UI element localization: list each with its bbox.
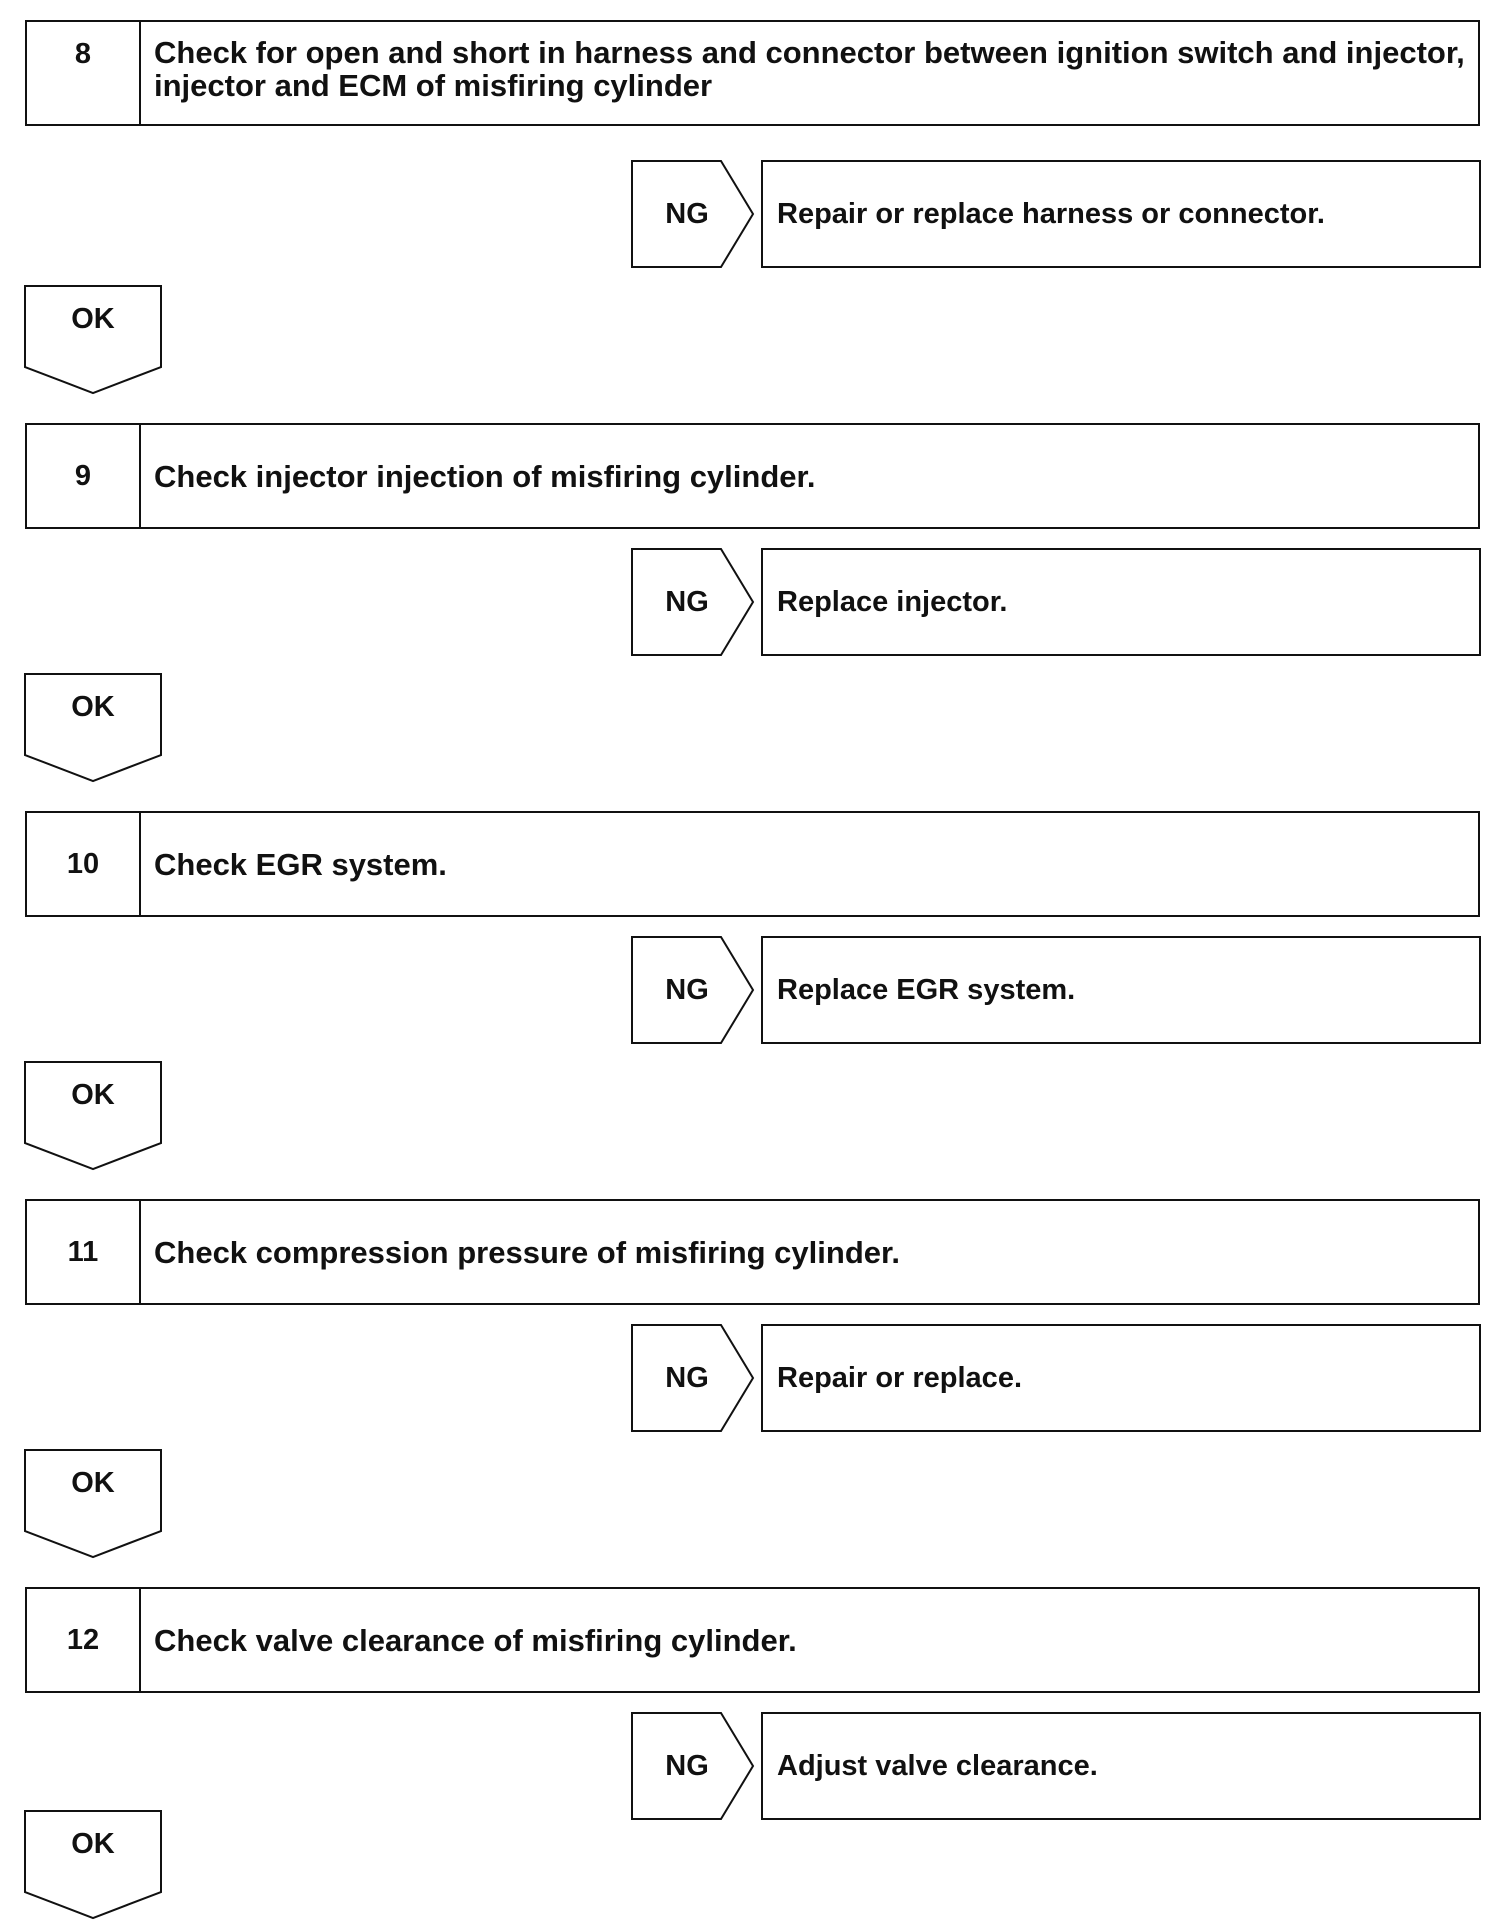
- ng-label: NG: [665, 1361, 709, 1394]
- ok-label: OK: [71, 691, 115, 723]
- step-description: Check compression pressure of misfiring cylinder.: [154, 1234, 900, 1270]
- ng-arrow-9: [631, 548, 755, 656]
- ok-arrow-shape: [24, 673, 162, 783]
- ng-label: NG: [665, 585, 709, 618]
- step-box-8: [25, 20, 1480, 126]
- step-box-10: [25, 811, 1480, 917]
- ng-label: NG: [665, 197, 709, 230]
- ok-arrow-12: [24, 1810, 162, 1920]
- step-box-11: [25, 1199, 1480, 1305]
- ok-arrow-10: [24, 1061, 162, 1171]
- ng-action-9: Replace injector.: [761, 548, 1481, 656]
- ng-arrow-10: [631, 936, 755, 1044]
- ng-action-8: Repair or replace harness or connector.: [761, 160, 1481, 268]
- ng-label: NG: [665, 973, 709, 1006]
- step-description: Check for open and short in harness and connector between ignition switch and injector, injector and ECM of misfiring cylinder: [154, 35, 1465, 103]
- ng-arrow-11: [631, 1324, 755, 1432]
- ok-label: OK: [71, 1079, 115, 1111]
- step-number: 9: [27, 425, 141, 527]
- ng-arrow-12: [631, 1712, 755, 1820]
- step-description: Check EGR system.: [154, 846, 447, 882]
- ng-action-12: Adjust valve clearance.: [761, 1712, 1481, 1820]
- ok-arrow-shape: [24, 1061, 162, 1171]
- ok-label: OK: [71, 1828, 115, 1860]
- step-box-12: [25, 1587, 1480, 1693]
- ok-arrow-11: [24, 1449, 162, 1559]
- ng-action-10: Replace EGR system.: [761, 936, 1481, 1044]
- ok-arrow-9: [24, 673, 162, 783]
- ng-action-11: Repair or replace.: [761, 1324, 1481, 1432]
- step-number: 8: [27, 22, 141, 124]
- ok-arrow-shape: [24, 285, 162, 395]
- ng-label: NG: [665, 1749, 709, 1782]
- step-description: Check injector injection of misfiring cylinder.: [154, 458, 816, 494]
- step-description: Check valve clearance of misfiring cylinder.: [154, 1622, 797, 1658]
- step-number: 10: [27, 813, 141, 915]
- ng-arrow-8: [631, 160, 755, 268]
- ok-label: OK: [71, 1467, 115, 1499]
- step-box-9: [25, 423, 1480, 529]
- ok-label: OK: [71, 303, 115, 335]
- ok-arrow-shape: [24, 1810, 162, 1920]
- step-number: 12: [27, 1589, 141, 1691]
- ok-arrow-shape: [24, 1449, 162, 1559]
- ok-arrow-8: [24, 285, 162, 395]
- step-number: 11: [27, 1201, 141, 1303]
